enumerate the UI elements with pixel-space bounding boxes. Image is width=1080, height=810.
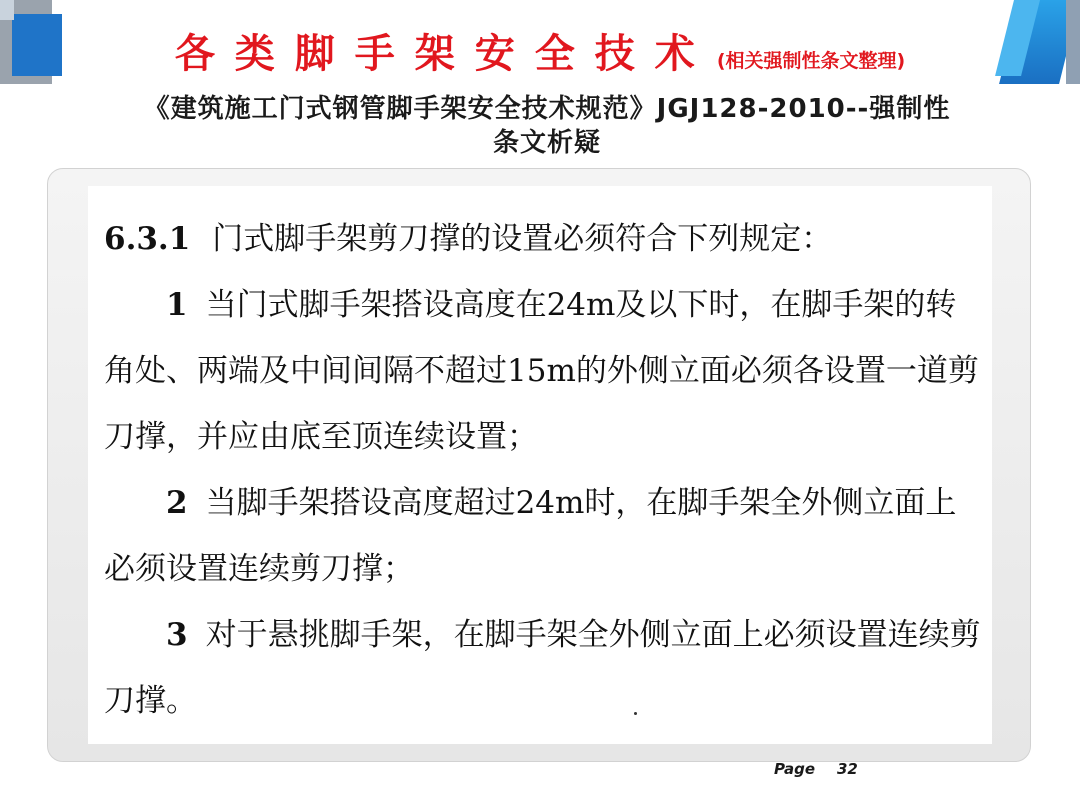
page-title: 各类脚手架安全技术 — [174, 31, 715, 77]
corner-decoration-left-light — [0, 0, 14, 20]
scan-speck — [634, 712, 637, 715]
clause-item-number: 1 — [166, 287, 188, 323]
clause-item-number: 2 — [166, 485, 188, 521]
page-number: 32 — [837, 760, 858, 778]
subtitle — [70, 92, 1024, 160]
clause-heading: 门式脚手架剪刀撑的设置必须符合下列规定： — [212, 221, 833, 257]
clause-item-3 — [104, 602, 984, 734]
title-row — [0, 22, 1080, 79]
clause-item-number: 3 — [166, 617, 188, 653]
clause-number: 6.3.1 — [104, 221, 191, 257]
clause-item-2 — [104, 470, 984, 602]
subtitle-line-1: 《建筑施工门式钢管脚手架安全技术规范》JGJ128-2010--强制性 — [143, 94, 951, 124]
subtitle-line-2: 条文析疑 — [492, 128, 601, 158]
clause-item-text: 当门式脚手架搭设高度在24m及以下时，在脚手架的转角处、两端及中间间隔不超过15m的外侧立面必须各设置一道剪刀撑，并应由底至顶连续设置； — [104, 287, 979, 455]
clause-item-text: 对于悬挑脚手架，在脚手架全外侧立面上必须设置连续剪刀撑。 — [104, 617, 981, 719]
title-note: (相关强制性条文整理) — [716, 50, 906, 72]
clause-text — [104, 206, 984, 734]
clause-heading-line — [104, 206, 984, 272]
clause-item-1 — [104, 272, 984, 470]
clause-item-text: 当脚手架搭设高度超过24m时，在脚手架全外侧立面上必须设置连续剪刀撑； — [104, 485, 957, 587]
page-label: Page — [774, 760, 816, 778]
